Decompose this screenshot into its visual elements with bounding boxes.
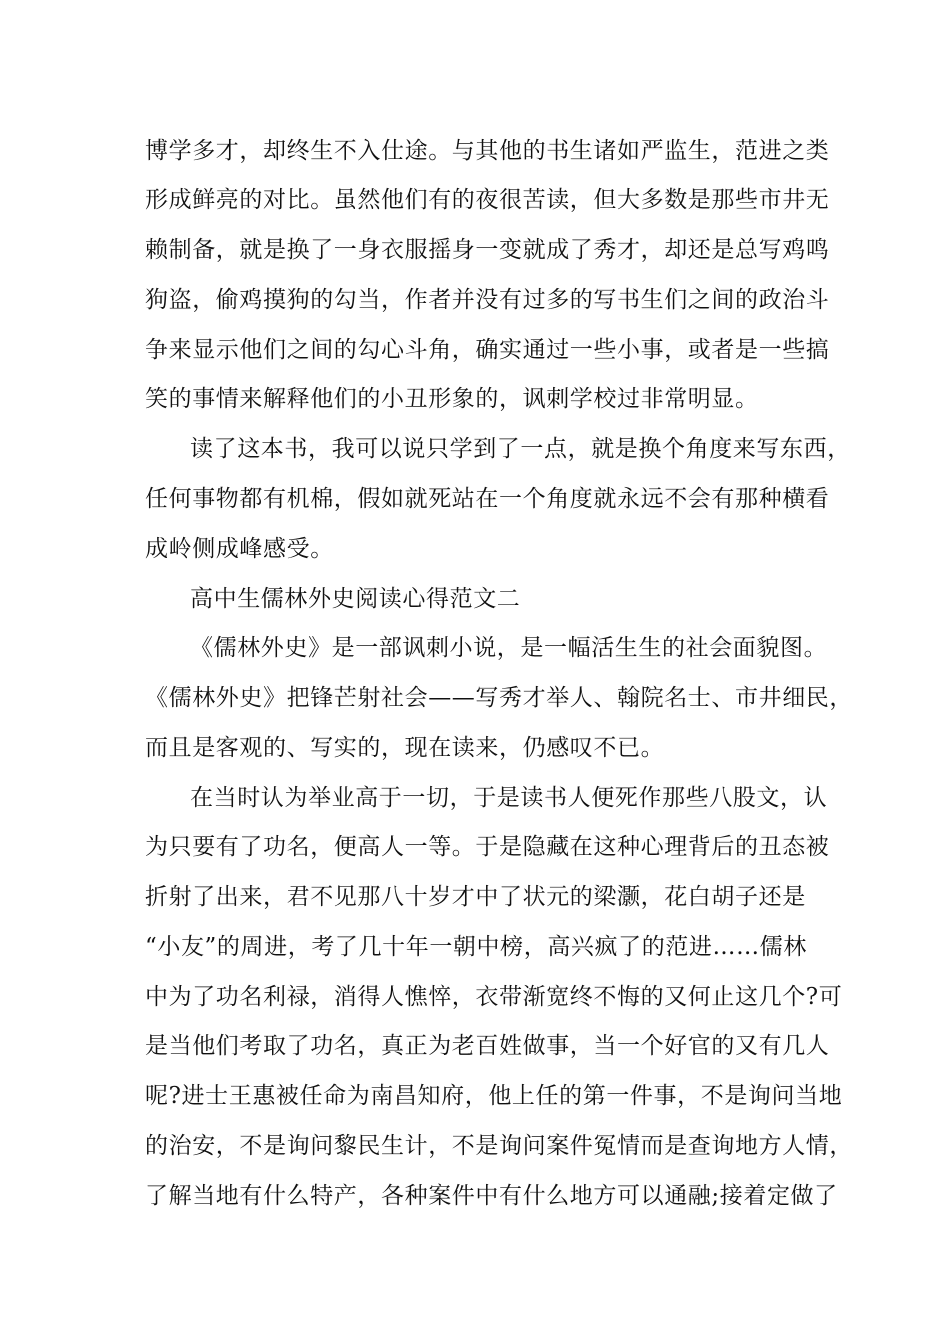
paragraph-3-line-2: 《儒林外史》把锋芒射社会——写秀才举人、翰院名士、市井细民，	[145, 685, 853, 711]
paragraph-4-line-9: 了解当地有什么特产，各种案件中有什么地方可以通融;接着定做了	[145, 1183, 838, 1209]
paragraph-4-line-7: 呢?进士王惠被任命为南昌知府，他上任的第一件事，不是询问当地	[145, 1083, 843, 1109]
paragraph-4-line-2: 为只要有了功名，便高人一等。于是隐藏在这种心理背后的丑态被	[145, 834, 830, 860]
paragraph-1-line-4: 狗盗，偷鸡摸狗的勾当，作者并没有过多的写书生们之间的政治斗	[145, 287, 830, 313]
paragraph-1-line-6: 笑的事情来解释他们的小丑形象的，讽刺学校过非常明显。	[145, 386, 759, 412]
paragraph-4-line-1: 在当时认为举业高于一切，于是读书人便死作那些八股文，认	[190, 785, 828, 811]
paragraph-2-line-1: 读了这本书，我可以说只学到了一点，就是换个角度来写东西，	[190, 436, 851, 462]
paragraph-2-line-3: 成岭侧成峰感受。	[145, 536, 334, 562]
paragraph-1-line-2: 形成鲜亮的对比。虽然他们有的夜很苦读，但大多数是那些市井无	[145, 187, 830, 213]
paragraph-4-line-5: 中为了功名利禄，消得人憔悴，衣带渐宽终不悔的又何止这几个?可	[145, 984, 843, 1010]
paragraph-4-line-8: 的治安，不是询问黎民生计，不是询问案件冤情而是查询地方人情，	[145, 1133, 853, 1159]
paragraph-4-line-3: 折射了出来，君不见那八十岁才中了状元的梁灏，花白胡子还是	[145, 884, 806, 910]
paragraph-1-line-5: 争来显示他们之间的勾心斗角，确实通过一些小事，或者是一些搞	[145, 337, 830, 363]
paragraph-2-line-2: 任何事物都有机棉，假如就死站在一个角度就永远不会有那种横看	[145, 486, 830, 512]
paragraph-4-line-6: 是当他们考取了功名，真正为老百姓做事，当一个好官的又有几人	[145, 1033, 830, 1059]
paragraph-1-line-1: 博学多才，却终生不入仕途。与其他的书生诸如严监生，范进之类	[145, 138, 830, 164]
paragraph-4-line-4: “小友”的周进，考了几十年一朝中榜，高兴疯了的范进……儒林	[145, 934, 807, 960]
paragraph-3-line-3: 而且是客观的、写实的，现在读来，仍感叹不已。	[145, 735, 665, 761]
paragraph-3-line-1: 《儒林外史》是一部讽刺小说，是一幅活生生的社会面貌图。	[190, 635, 828, 661]
section-heading: 高中生儒林外史阅读心得范文二	[190, 586, 521, 612]
paragraph-1-line-3: 赖制备，就是换了一身衣服摇身一变就成了秀才，却还是总写鸡鸣	[145, 237, 830, 263]
